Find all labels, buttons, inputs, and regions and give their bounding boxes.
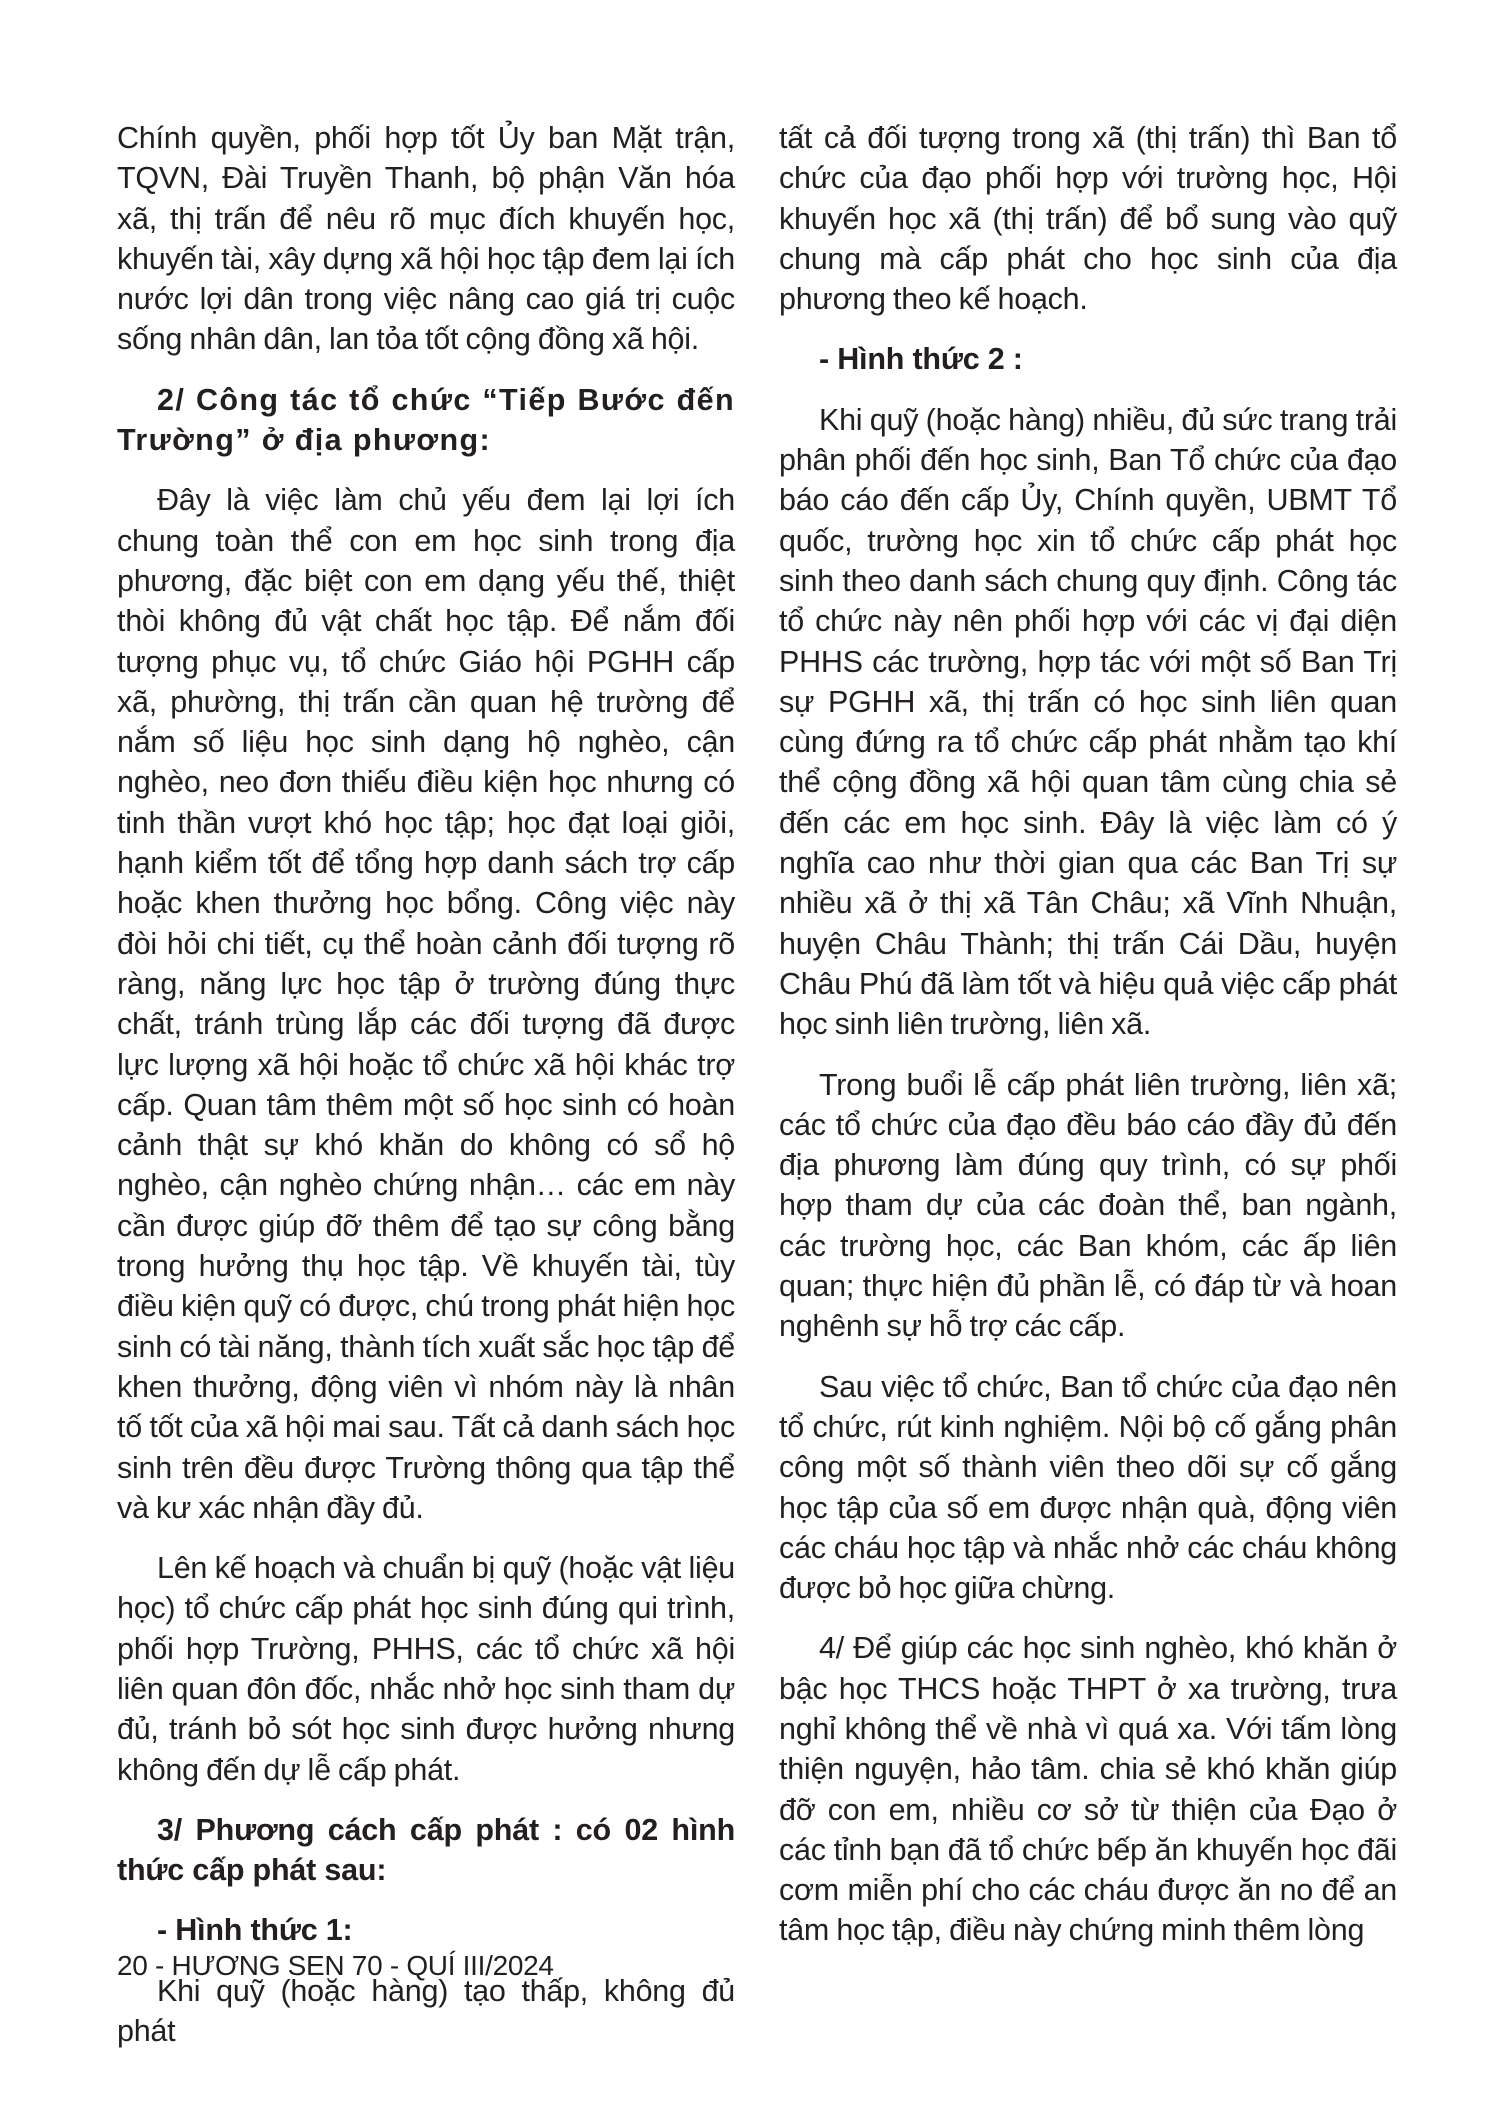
form-1-paragraph-continued: tất cả đối tượng trong xã (thị trấn) thì Ban tổ chức của đạo phối hợp với trường học, Hội khuyến học xã (thị trấn) để bổ sung vào quỹ chung mà cấp phát cho học sinh của địa phương theo kế hoạch. xyxy=(779,121,1397,317)
form-2-paragraph: Khi quỹ (hoặc hàng) nhiều, đủ sức trang trải phân phối đến học sinh, Ban Tổ chức của đạo báo cáo đến cấp Ủy, Chính quyền, UBMT Tổ quốc, trường học xin tổ chức cấp phát học sinh theo danh sách chung quy định. Công tác tổ chức này nên phối hợp với các vị đại diện PHHS các trường, hợp tác với một số Ban Trị sự PGHH xã, thị trấn có học sinh liên quan cùng đứng ra tổ chức cấp phát nhằm tạo khí thể cộng đồng xã hội quan tâm cùng chia sẻ đến các em học sinh. Đây là việc làm có ý nghĩa cao như thời gian qua các Ban Trị sự nhiều xã ở thị xã Tân Châu; xã Vĩnh Nhuận, huyện Châu Thành; thị trấn Cái Dầu, huyện Châu Phú đã làm tốt và hiệu quả việc cấp phát học sinh liên trường, liên xã. xyxy=(779,402,1397,1042)
section-3-heading: 3/ Phương cách cấp phát : có 02 hình thức cấp phát sau: xyxy=(117,1812,735,1888)
ceremony-paragraph: Trong buổi lễ cấp phát liên trường, liên xã; các tổ chức của đạo đều báo cáo đầy đủ đến địa phương làm đúng quy trình, có sự phối hợp tham dự của các đoàn thể, ban ngành, các trường học, các Ban khóm, các ấp liên quan; thực hiện đủ phần lễ, có đáp từ và hoan nghênh sự hỗ trợ các cấp. xyxy=(779,1067,1397,1344)
form-2-heading: - Hình thức 2 : xyxy=(819,342,1023,377)
intro-paragraph: Chính quyền, phối hợp tốt Ủy ban Mặt trận, TQVN, Đài Truyền Thanh, bộ phận Văn hóa xã, thị trấn để nêu rõ mục đích khuyến học, khuyến tài, xây dựng xã hội học tập đem lại ích nước lợi dân trong việc nâng cao giá trị cuộc sống nhân dân, lan tỏa tốt cộng đồng xã hội. xyxy=(117,121,735,357)
after-event-paragraph: Sau việc tổ chức, Ban tổ chức của đạo nên tổ chức, rút kinh nghiệm. Nội bộ cố gắng phân công một số thành viên theo dõi sự cố gắng học tập của số em được nhận quà, động viên các cháu học tập và nhắc nhở các cháu không được bỏ học giữa chừng. xyxy=(779,1369,1397,1606)
section-2-heading: 2/ Công tác tổ chức “Tiếp Bước đến Trường” ở địa phương: xyxy=(117,382,735,458)
section-4-paragraph: 4/ Để giúp các học sinh nghèo, khó khăn ở bậc học THCS hoặc THPT ở xa trường, trưa nghỉ không thể về nhà vì quá xa. Với tấm lòng thiện nguyện, hảo tâm. chia sẻ khó khăn giúp đỡ con em, nhiều cơ sở từ thiện của Đạo ở các tỉnh bạn đã tổ chức bếp ăn khuyến học đãi cơm miễn phí cho các cháu được ăn no để an tâm học tập, điều này chứng minh thêm lòng xyxy=(779,1631,1397,1948)
section-2-paragraph-2: Lên kế hoạch và chuẩn bị quỹ (hoặc vật liệu học) tổ chức cấp phát học sinh đúng qui trình, phối hợp Trường, PHHS, các tổ chức xã hội liên quan đôn đốc, nhắc nhở học sinh tham dự đủ, tránh bỏ sót học sinh được hưởng nhưng không đến dự lễ cấp phát. xyxy=(117,1551,735,1787)
left-column xyxy=(117,118,735,2071)
form-1-heading: - Hình thức 1: xyxy=(157,1913,353,1948)
form-1-paragraph: Khi quỹ (hoặc hàng) tạo thấp, không đủ phát xyxy=(117,1973,735,2049)
right-column xyxy=(779,118,1397,1971)
page-footer: 20 - HƯƠNG SEN 70 - QUÍ III/2024 xyxy=(117,1950,554,1981)
section-2-paragraph-1: Đây là việc làm chủ yếu đem lại lợi ích chung toàn thể con em học sinh trong địa phương, đặc biệt con em dạng yếu thế, thiệt thòi không đủ vật chất học tập. Để nắm đối tượng phục vụ, tổ chức Giáo hội PGHH cấp xã, phường, thị trấn cần quan hệ trường để nắm số liệu học sinh dạng hộ nghèo, cận nghèo, neo đơn thiếu điều kiện học nhưng có tinh thần vượt khó học tập; học đạt loại giỏi, hạnh kiểm tốt để tổng hợp danh sách trợ cấp hoặc khen thưởng học bổng. Công việc này đòi hỏi chi tiết, cụ thể hoàn cảnh đối tượng rõ ràng, năng lực học tập ở trường đúng thực chất, tránh trùng lắp các đối tượng đã được lực lượng xã hội hoặc tổ chức xã hội khác trợ cấp. Quan tâm thêm một số học sinh có hoàn cảnh thật sự khó khăn do không có sổ hộ nghèo, cận nghèo chứng nhận… các em này cần được giúp đỡ thêm để tạo sự công bằng trong hưởng thụ học tập. Về khuyến tài, tùy điều kiện quỹ có được, chú trong phát hiện học sinh có tài năng, thành tích xuất sắc học tập để khen thưởng, động viên vì nhóm này là nhân tố tốt của xã hội mai sau. Tất cả danh sách học sinh trên đều được Trường thông qua tập thể và kư xác nhận đầy đủ. xyxy=(117,483,735,1525)
